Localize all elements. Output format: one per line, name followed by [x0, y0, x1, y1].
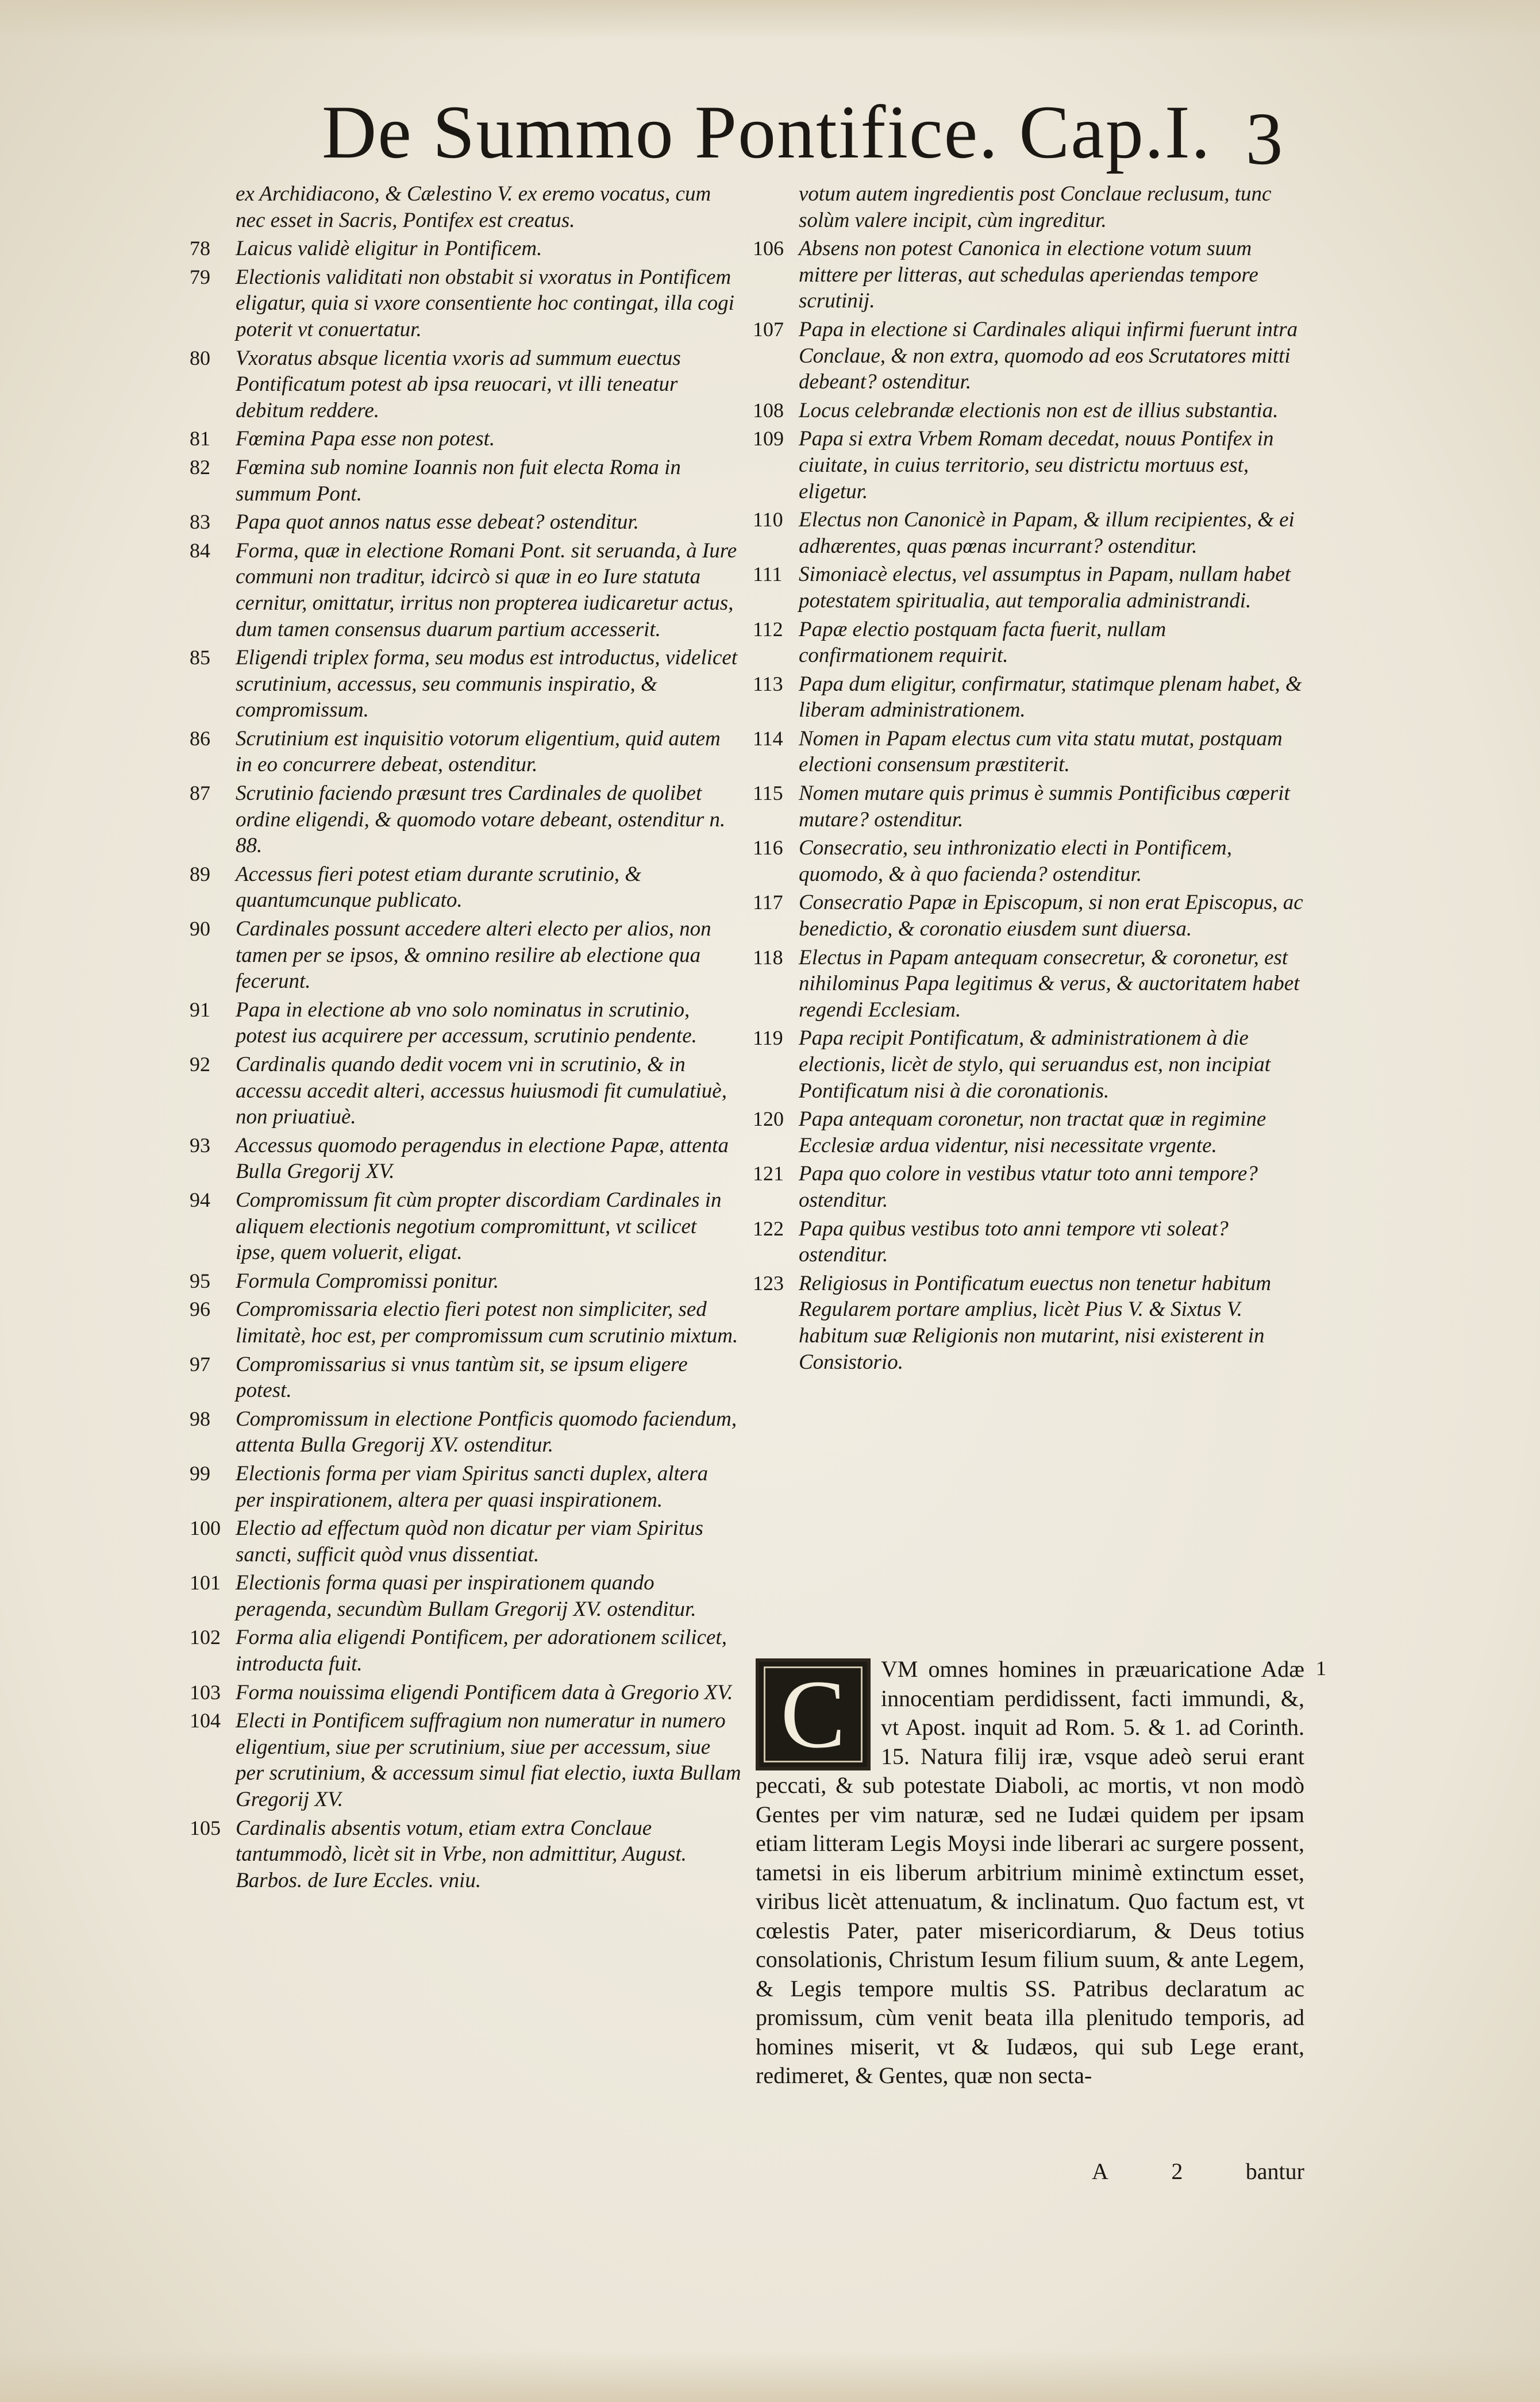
entry-number: 111: [753, 563, 783, 586]
decorated-initial: [756, 1658, 871, 1770]
summary-entry: [190, 1296, 741, 1349]
summary-entry: [190, 645, 741, 723]
entry-number: 109: [753, 427, 784, 451]
summary-entry: [753, 507, 1304, 559]
entry-number: 102: [190, 1626, 221, 1649]
entry-number: 101: [190, 1571, 221, 1595]
summary-entry: [190, 1133, 741, 1185]
entry-text: Papa in electione si Cardinales aliqui infirmi fuerunt intra Conclaue, & non extra, quomodo ad eos Scrutatores mitti debeant? ostenditur.: [799, 317, 1298, 394]
entry-number: 94: [190, 1188, 210, 1211]
entry-number: 98: [190, 1407, 210, 1430]
entry-text: Scrutinium est inquisitio votorum eligentium, quid autem in eo concurrere debeat, ostenditur.: [236, 726, 721, 777]
summary-entry: [753, 181, 1304, 233]
main-paragraph: VM omnes homines in præuaricatione Adæ innocentiam perdidissent, facti immundi, &, vt Apost. inquit ad Rom. 5. & 1. ad Corinth. 15. Natura filij iræ, vsque adeò serui erant peccati, & sub potestate Diaboli, ac mortis, vt non modò Gentes per vim naturæ, sed ne Iudæi quidem per ipsam etiam litteram Legis Moysi inde liberari ac surgere possent, tametsi in eis liberum arbitrium minimè extinctum esset, viribus licèt attenuatum, & inclinatum. Quo factum est, vt cœlestis Pater, pater misericordiarum, & Deus totius consolationis, Christum Iesum filium suum, & ante Legem, & Legis tempore multis SS. Patribus declaratum ac promissum, cùm venit beata illa plenitudo temporis, ad homines miserit, vt & Iudæos, qui sub Lege erant, redimeret, & Gentes, quæ non secta-: [756, 1656, 1304, 2088]
entry-text: Compromissaria electio fieri potest non simpliciter, sed limitatè, hoc est, per compromissum cum scrutinio mixtum.: [236, 1298, 738, 1348]
summary-entry: [190, 997, 741, 1049]
entry-text: Electionis validitati non obstabit si vxoratus in Pontificem eligatur, quia si vxore consentiente hoc contingat, illa cogi poterit vt conuertatur.: [236, 265, 734, 341]
entry-text: Religiosus in Pontificatum euectus non tenetur habitum Regularem portare amplius, licèt Pius V. & Sixtus V. habitum suæ Religionis non mutarint, nisi existerent in Consistorio.: [799, 1271, 1272, 1374]
entry-text: Fœmina Papa esse non potest.: [236, 427, 495, 451]
marginal-number: 1: [1316, 1657, 1326, 1680]
summary-entry: [190, 1461, 741, 1513]
signature-letter: A: [1092, 2158, 1108, 2184]
entry-text: Electio ad effectum quòd non dicatur per viam Spiritus sancti, sufficit quòd vnus dissentiat.: [236, 1516, 703, 1566]
entry-text: Cardinalis absentis votum, etiam extra Conclaue tantummodò, licèt sit in Vrbe, non admittitur, August. Barbos. de Iure Eccles. vniu.: [236, 1816, 687, 1892]
entry-number: 81: [190, 427, 210, 451]
summary-entry: [190, 264, 741, 343]
entry-number: 100: [190, 1516, 221, 1540]
entry-text: Papa in electione ab vno solo nominatus in scrutinio, potest ius acquirere per accessum, scrutinio pendente.: [236, 998, 697, 1048]
summary-entry: [753, 945, 1304, 1023]
entry-number: 99: [190, 1461, 210, 1485]
entry-text: Compromissarius si vnus tantùm sit, se ipsum eligere potest.: [236, 1352, 688, 1403]
summary-entry: [190, 1515, 741, 1568]
entry-text: Absens non potest Canonica in electione votum suum mittere per litteras, aut schedulas aperiendas tempore scrutinij.: [799, 237, 1258, 313]
summary-entry: [190, 726, 741, 778]
entry-text: Accessus quomodo peragendus in electione Papæ, attenta Bulla Gregorij XV.: [236, 1133, 729, 1184]
entry-text: Electionis forma quasi per inspirationem quando peragenda, secundùm Bullam Gregorij XV. ostenditur.: [236, 1571, 696, 1621]
summary-entry: [753, 890, 1304, 942]
entry-text: Electionis forma per viam Spiritus sancti duplex, altera per inspirationem, altera per quasi inspirationem.: [236, 1461, 709, 1512]
entry-number: 120: [753, 1107, 784, 1131]
initial-letter: C: [780, 1660, 846, 1768]
entry-text: Papæ electio postquam facta fuerit, nullam confirmationem requirit.: [799, 617, 1166, 668]
entry-text: Consecratio Papæ in Episcopum, si non erat Episcopus, ac benedictio, & coronatio eiusdem sunt diuersa.: [799, 891, 1303, 941]
summary-entry: [190, 1268, 741, 1295]
summary-entry: [753, 1106, 1304, 1158]
summary-entry: [753, 1161, 1304, 1213]
entry-number: 118: [753, 945, 783, 969]
page-number: 3: [1245, 98, 1283, 180]
entry-number: 96: [190, 1298, 210, 1321]
entry-text: Eligendi triplex forma, seu modus est introductus, videlicet scrutinium, accessus, seu communis inspiratio, & compromissum.: [236, 646, 738, 722]
entry-number: 113: [753, 672, 783, 695]
entry-text: Forma nouissima eligendi Pontificem data à Gregorio XV.: [236, 1680, 733, 1704]
summary-entry: [190, 1680, 741, 1706]
running-title: De Summo Pontifice. Cap.I.: [322, 90, 1211, 174]
entry-number: 106: [753, 237, 784, 260]
summary-entry: [753, 617, 1304, 669]
summary-entry: [753, 1025, 1304, 1104]
entry-text: Laicus validè eligitur in Pontificem.: [236, 237, 542, 261]
summary-entry: [190, 236, 741, 262]
summary-entry: [753, 1216, 1304, 1268]
entry-number: 97: [190, 1352, 210, 1376]
summary-entry: [190, 1815, 741, 1894]
entry-text: Formula Compromissi ponitur.: [236, 1269, 499, 1293]
summary-entry: [190, 455, 741, 507]
entry-number: 95: [190, 1269, 210, 1292]
entry-text: Papa antequam coronetur, non tractat quæ in regimine Ecclesiæ ardua videntur, nisi necessitate vrgente.: [799, 1107, 1266, 1157]
summary-entry: [190, 1570, 741, 1622]
summary-entry: [190, 181, 741, 233]
entry-number: 90: [190, 917, 210, 941]
entry-text: Papa recipit Pontificatum, & administrationem à die electionis, licèt de stylo, qui seruandus est, non incipiat Pontificatum nisi à die coronationis.: [799, 1026, 1271, 1103]
entry-text: Simoniacè electus, vel assumptus in Papam, nullam habet potestatem spiritualia, aut temporalia administrandi.: [799, 563, 1291, 613]
signature-mark: [1092, 2158, 1304, 2185]
entry-number: 78: [190, 237, 210, 260]
entry-number: 86: [190, 726, 210, 750]
summary-entry: [190, 509, 741, 536]
entry-number: 104: [190, 1709, 221, 1733]
signature-number: 2: [1171, 2158, 1183, 2184]
summary-entry: [190, 1625, 741, 1677]
entry-text: Electus non Canonicè in Papam, & illum recipientes, & ei adhærentes, quas pœnas incurrant? ostenditur.: [799, 508, 1295, 558]
entry-text: Cardinalis quando dedit vocem vni in scrutinio, & in accessu accedit alteri, accessus huiusmodi fit cumulatiuè, non priuatiuè.: [236, 1053, 727, 1129]
entry-text: Cardinales possunt accedere alteri electo per alios, non tamen per se ipsos, & omnino resilire ab electione qua fecerunt.: [236, 917, 711, 994]
entry-number: 91: [190, 998, 210, 1021]
summary-entry: [190, 1352, 741, 1404]
summary-entry: [753, 236, 1304, 314]
entry-text: Vxoratus absque licentia vxoris ad summum euectus Pontificatum potest ab ipsa reuocari, vt illi teneatur debitum reddere.: [236, 346, 681, 422]
entry-number: 123: [753, 1271, 784, 1295]
summary-entry: [753, 780, 1304, 833]
entry-text: Scrutinio faciendo præsunt tres Cardinales de quolibet ordine eligendi, & quomodo votare debeant, ostenditur n. 88.: [236, 782, 726, 858]
summary-entry: [753, 835, 1304, 887]
entry-text: Papa si extra Vrbem Romam decedat, nouus Pontifex in ciuitate, in cuius territorio, seu districtu mortuus est, eligetur.: [799, 427, 1274, 503]
entry-number: 122: [753, 1217, 784, 1240]
entry-text: Electus in Papam antequam consecretur, & coronetur, est nihilominus Papa legitimus & verus, & auctoritatem habet regendi Ecclesiam.: [799, 945, 1300, 1022]
entry-number: 84: [190, 538, 210, 562]
entry-number: 82: [190, 455, 210, 479]
entry-text: Compromissum fit cùm propter discordiam Cardinales in aliquem electionis negotium compromittunt, vt scilicet ipse, quem voluerit, eligat.: [236, 1188, 722, 1265]
entry-text: Electi in Pontificem suffragium non numeratur in numero eligentium, siue per scrutinium, siue per accessum, siue per scrutinium, & accessum simul fiat electio, iuxta Bullam Gregorij XV.: [236, 1709, 741, 1812]
summary-entry: [190, 916, 741, 995]
summary-entry: [753, 398, 1304, 424]
entry-text: Accessus fieri potest etiam durante scrutinio, & quantumcunque publicato.: [236, 862, 641, 913]
summary-entry: [753, 1271, 1304, 1375]
entry-number: 87: [190, 782, 210, 805]
entry-number: 92: [190, 1053, 210, 1076]
entry-number: 93: [190, 1133, 210, 1157]
entry-text: Locus celebrandæ electionis non est de illius substantia.: [799, 398, 1279, 422]
summary-entry: [753, 317, 1304, 395]
entry-number: 117: [753, 891, 783, 914]
entry-text: Nomen mutare quis primus è summis Pontificibus cœperit mutare? ostenditur.: [799, 782, 1290, 832]
summary-column-left: [190, 181, 741, 1896]
catchword: bantur: [1245, 2158, 1304, 2184]
entry-number: 119: [753, 1026, 783, 1050]
entry-number: 116: [753, 836, 783, 860]
entry-number: 105: [190, 1816, 221, 1839]
summary-entry: [190, 1708, 741, 1812]
entry-number: 85: [190, 646, 210, 669]
entry-number: 103: [190, 1680, 221, 1704]
summary-entry: [753, 726, 1304, 778]
entry-number: 115: [753, 782, 783, 805]
summary-entry: [190, 538, 741, 642]
entry-text: ex Archidiacono, & Cælestino V. ex eremo vocatus, cum nec esset in Sacris, Pontifex est creatus.: [236, 182, 711, 232]
summary-entry: [753, 671, 1304, 723]
entry-number: 107: [753, 317, 784, 341]
entry-number: 114: [753, 726, 783, 750]
entry-number: 110: [753, 508, 783, 532]
page-header: [0, 86, 1540, 178]
summary-column-right: [753, 181, 1304, 1377]
entry-text: Papa quot annos natus esse debeat? ostenditur.: [236, 510, 639, 534]
summary-entry: [190, 780, 741, 859]
summary-entry: [190, 1406, 741, 1458]
summary-entry: [190, 1052, 741, 1130]
summary-entry: [190, 345, 741, 424]
summary-entry: [190, 426, 741, 452]
entry-text: Forma alia eligendi Pontificem, per adorationem scilicet, introducta fuit.: [236, 1626, 727, 1676]
entry-number: 89: [190, 862, 210, 886]
summary-entry: [753, 561, 1304, 614]
entry-text: Forma, quæ in electione Romani Pont. sit seruanda, à Iure communi non traditur, idcircò si quæ in eo Iure statuta cernitur, omittatur, irritus non propterea iudicaretur actus, dum tamen consensus duarum partium accesserit.: [236, 538, 737, 641]
entry-text: Nomen in Papam electus cum vita statu mutat, postquam electioni consensum præstiterit.: [799, 726, 1283, 777]
summary-entry: [190, 1187, 741, 1266]
entry-number: 79: [190, 265, 210, 288]
entry-number: 108: [753, 398, 784, 422]
entry-number: 83: [190, 510, 210, 534]
summary-entry: [190, 861, 741, 914]
entry-text: Papa dum eligitur, confirmatur, statimque plenam habet, & liberam administrationem.: [799, 672, 1302, 722]
entry-text: Papa quibus vestibus toto anni tempore vti soleat? ostenditur.: [799, 1217, 1229, 1267]
entry-text: votum autem ingredientis post Conclaue reclusum, tunc solùm valere incipit, cùm ingreditur.: [799, 182, 1272, 232]
entry-number: 121: [753, 1162, 784, 1185]
entry-text: Compromissum in electione Pontficis quomodo faciendum, attenta Bulla Gregorij XV. ostenditur.: [236, 1407, 737, 1457]
entry-number: 80: [190, 346, 210, 369]
entry-text: Fœmina sub nomine Ioannis non fuit electa Roma in summum Pont.: [236, 455, 681, 506]
main-text-block: [756, 1655, 1304, 2091]
entry-number: 112: [753, 617, 783, 641]
entry-text: Consecratio, seu inthronizatio electi in Pontificem, quomodo, & à quo facienda? ostenditur.: [799, 836, 1232, 886]
summary-entry: [753, 426, 1304, 505]
entry-text: Papa quo colore in vestibus vtatur toto anni tempore? ostenditur.: [799, 1162, 1258, 1212]
